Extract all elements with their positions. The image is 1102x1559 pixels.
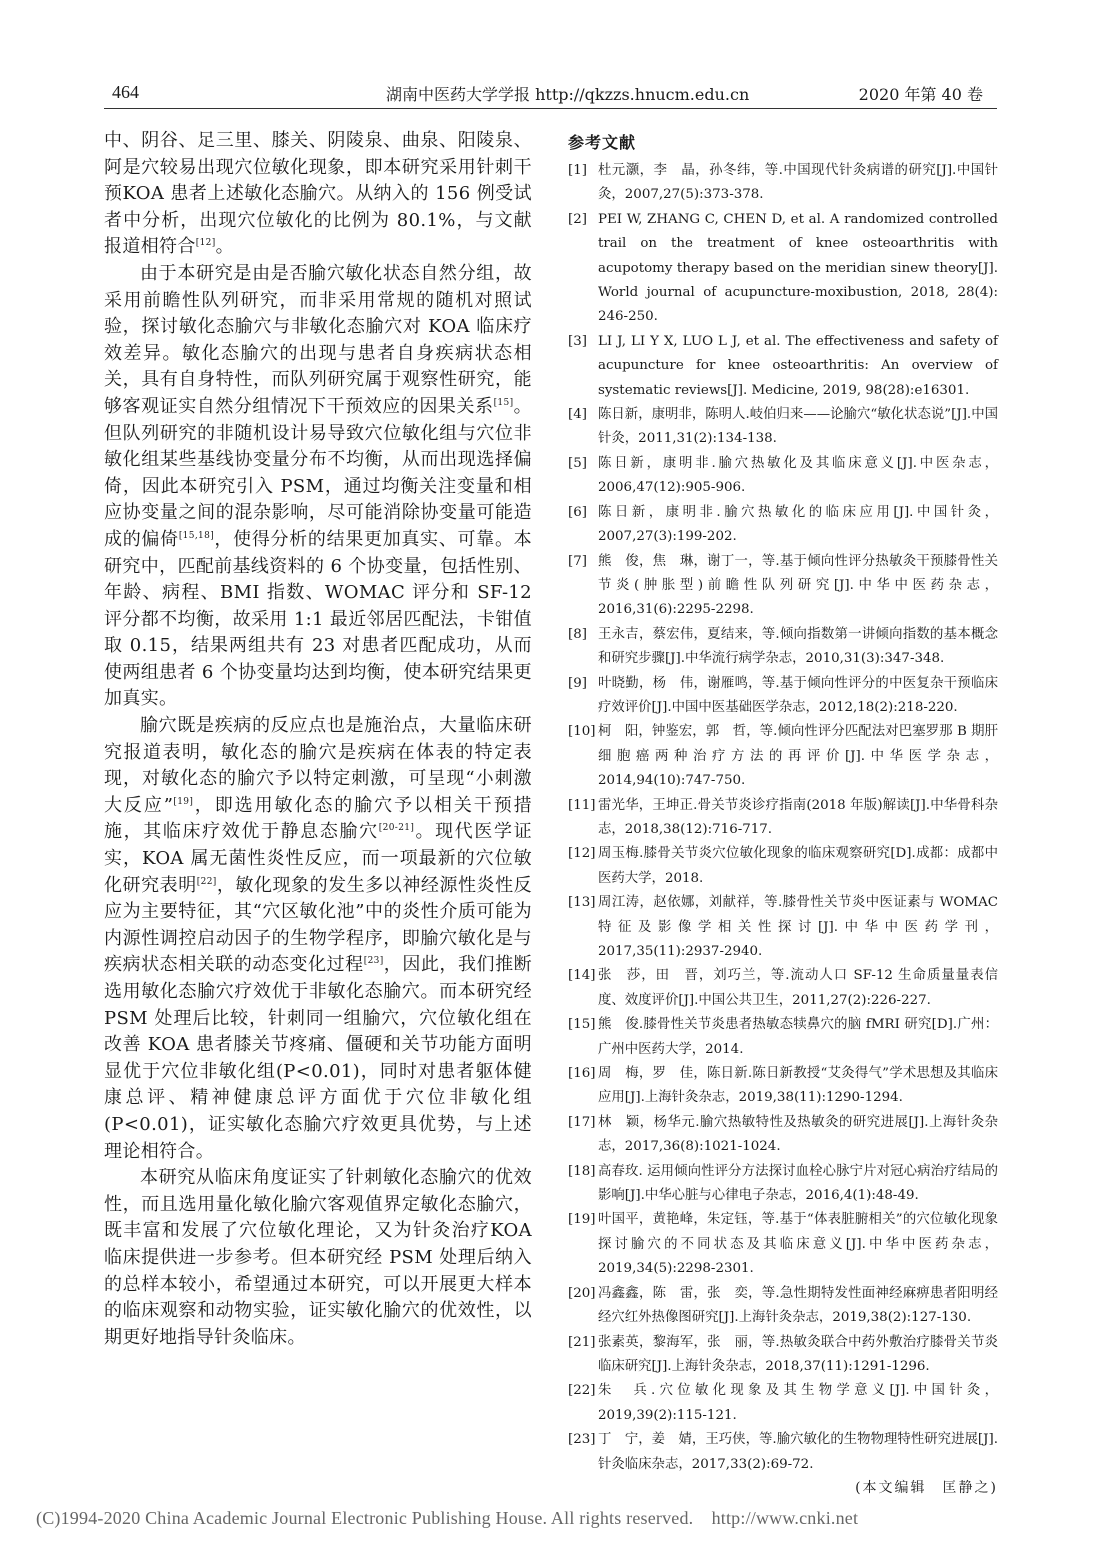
paragraph-1 [104, 128, 532, 261]
reference-text: 熊 俊.膝骨性关节炎患者热敏态犊鼻穴的脑 fMRI 研究[D].广州：广州中医药大学，2014. [598, 1017, 998, 1057]
citation-15-18: [15,18] [178, 530, 215, 541]
reference-number: [5] [568, 455, 587, 471]
reference-item [568, 208, 998, 330]
paragraph-1-text: 中、阴谷、足三里、膝关、阴陵泉、曲泉、阳陵泉、阿是穴较易出现穴位敏化现象，即本研究采用针刺干预KOA 患者上述敏化态腧穴。从纳入的 156 例受试者中分析，出现穴位敏化的比例为 80.1%，与文献报道相符合 [104, 130, 532, 258]
reference-number: [7] [568, 553, 587, 569]
reference-item [568, 330, 998, 403]
reference-text: 朱 兵.穴位敏化现象及其生物学意义[J].中国针灸，2019,39(2):115-121. [598, 1383, 998, 1423]
reference-item [568, 550, 998, 623]
reference-text: 张 莎，田 晋，刘巧兰，等.流动人口 SF-12 生命质量量表信度、效度评价[J].中国公共卫生，2011,27(2):226-227. [598, 968, 998, 1008]
reference-item [568, 1428, 998, 1477]
reference-number: [14] [568, 968, 596, 984]
reference-number: [22] [568, 1383, 596, 1399]
reference-text: PEI W, ZHANG C, CHEN D, et al. A randomized controlled trail on the treatment of knee osteoarthritis with acupotomy therapy based on the meridian sinew theory[J]. World journal of acupuncture-moxibustion, 2018, 28(4): 246-250. [598, 211, 998, 325]
reference-item [568, 672, 998, 721]
reference-item [568, 964, 998, 1013]
copyright-footer: (C)1994-2020 China Academic Journal Electronic Publishing House. All rights reserved. http://www.cnki.net [36, 1508, 859, 1528]
reference-text: 陈日新，康明非，陈明人.岐伯归来——论腧穴“敏化状态说”[J].中国针灸，2011,31(2):134-138. [598, 407, 998, 447]
paragraph-3-tail: ，因此，我们推断选用敏化态腧穴疗效优于非敏化态腧穴。而本研究经 PSM 处理后比较，针刺同一组腧穴，穴位敏化组在改善 KOA 患者膝关节疼痛、僵硬和关节功能方面明显优于穴位非敏化组(P<0.01)，同时对患者躯体健康总评、精神健康总评方面优于穴位非敏化组(P<0.01)，证实敏化态腧穴疗效更具优势，与上述理论相符合。 [104, 954, 532, 1162]
reference-number: [6] [568, 504, 587, 520]
references-column [568, 128, 998, 1496]
paragraph-4-text: 本研究从临床角度证实了针刺敏化态腧穴的优效性，而且选用量化敏化腧穴客观值界定敏化态腧穴，既丰富和发展了穴位敏化理论，又为针灸治疗KOA 临床提供进一步参考。但本研究经 PSM 处理后纳入的总样本较小，希望通过本研究，可以开展更大样本的临床观察和动物实验，证实敏化腧穴的优效性，以期更好地指导针灸临床。 [104, 1167, 532, 1348]
reference-item [568, 720, 998, 793]
reference-item [568, 623, 998, 672]
reference-number: [13] [568, 895, 596, 911]
reference-text: 陈日新，康明非.腧穴热敏化及其临床意义[J].中医杂志，2006,47(12):905-906. [598, 455, 998, 496]
reference-list [568, 159, 998, 1477]
citation-23: [23] [363, 956, 384, 967]
paragraph-3-part-3: 。现代医学证实，KOA 属无菌性炎性反应，而一项最新的穴位敏化研究表明 [104, 821, 532, 896]
citation-12: [12] [195, 238, 216, 249]
paragraph-2-middle: 。但队列研究的非随机设计易导致穴位敏化组与穴位非敏化组某些基线协变量分布不均衡，从而出现选择偏倚，因此本研究引入 PSM，通过均衡关注变量和相应协变量之间的混杂影响，尽可能消除协变量可能造成的偏倚 [104, 395, 532, 550]
citation-20-21: [20-21] [378, 823, 415, 834]
citation-15: [15] [493, 397, 514, 408]
reference-text: 陈日新，康明非.腧穴热敏化的临床应用[J].中国针灸，2007,27(3):199-202. [598, 504, 998, 545]
reference-number: [4] [568, 407, 587, 423]
reference-text: 张素英，黎海军，张 丽，等.热敏灸联合中药外敷治疗膝骨关节炎临床研究[J].上海针灸杂志，2018,37(11):1291-1296. [598, 1334, 998, 1374]
reference-text: 叶国平，黄艳峰，朱定钰，等.基于“体表脏腑相关”的穴位敏化现象探讨腧穴的不同状态及其临床意义[J].中华中医药杂志，2019,34(5):2298-2301. [598, 1212, 998, 1277]
reference-item [568, 452, 998, 501]
reference-item [568, 794, 998, 843]
reference-text: 高春玫. 运用倾向性评分方法探讨血栓心脉宁片对冠心病治疗结局的影响[J].中华心脏与心律电子杂志，2016,4(1):48-49. [598, 1163, 998, 1204]
reference-item [568, 842, 998, 891]
reference-number: [8] [568, 626, 587, 642]
reference-text: 杜元灏，李 晶，孙冬纬，等.中国现代针灸病谱的研究[J].中国针灸，2007,27(5):373-378. [598, 163, 998, 203]
reference-number: [11] [568, 797, 596, 813]
reference-item [568, 1062, 998, 1111]
reference-item [568, 403, 998, 452]
reference-number: [15] [568, 1017, 596, 1033]
reference-item [568, 1013, 998, 1062]
reference-text: 周玉梅.膝骨关节炎穴位敏化现象的临床观察研究[D].成都：成都中医药大学，2018. [598, 846, 998, 886]
editor-credit: (本文编辑 匡静之) [855, 1479, 998, 1496]
page-number: 464 [112, 82, 139, 102]
reference-item [568, 1282, 998, 1331]
reference-number: [1] [568, 163, 587, 178]
paragraph-2 [104, 261, 532, 713]
paragraph-4 [104, 1165, 532, 1351]
year-volume: 2020 年第 40 卷 [858, 85, 983, 104]
reference-text: 熊 俊，焦 琳，谢丁一，等.基于倾向性评分热敏灸干预膝骨性关节炎(肿胀型)前瞻性队列研究[J].中华中医药杂志，2016,31(6):2295-2298. [598, 553, 998, 618]
reference-item [568, 159, 998, 208]
citation-22: [22] [196, 876, 217, 887]
reference-number: [23] [568, 1432, 596, 1448]
paragraph-3-part-4: ，敏化现象的发生多以神经源性炎性反应为主要特征，其“穴区敏化池”中的炎性介质可能为内源性调控启动因子的生物学程序，即腧穴敏化是与疾病状态相关联的动态变化过程 [104, 874, 533, 976]
reference-number: [18] [568, 1163, 596, 1179]
reference-text: 王永吉，蔡宏伟，夏结来，等.倾向指数第一讲倾向指数的基本概念和研究步骤[J].中华流行病学杂志，2010,31(3):347-348. [598, 626, 998, 667]
paragraph-2-tail: ，使得分析的结果更加真实、可靠。本研究中，匹配前基线资料的 6 个协变量，包括性别、年龄、病程、BMI 指数、WOMAC 评分和 SF-12 评分都不均衡，故采用 1:1 最近邻居匹配法，卡钳值取 0.15，结果两组共有 23 对患者匹配成功，从而使两组患者 6 个协变量均达到均衡，使本研究结果更加真实。 [104, 528, 532, 710]
reference-item [568, 891, 998, 964]
running-header [104, 80, 997, 109]
paragraph-1-tail: 。 [215, 236, 234, 258]
reference-number: [9] [568, 675, 587, 691]
reference-text: 柯 阳，钟鉴宏，郭 哲，等.倾向性评分匹配法对巴塞罗那 B 期肝细胞癌两种治疗方法的再评价[J].中华医学杂志，2014,94(10):747-750. [598, 724, 998, 789]
body-text-column [104, 128, 532, 1351]
references-heading: 参考文献 [568, 133, 637, 152]
reference-text: 丁 宁，姜 婧，王巧侠，等.腧穴敏化的生物物理特性研究进展[J].针灸临床杂志，2017,33(2):69-72. [598, 1432, 998, 1472]
reference-text: 周 梅，罗 佳，陈日新.陈日新教授“艾灸得气”学术思想及其临床应用[J].上海针灸杂志，2019,38(11):1290-1294. [598, 1066, 998, 1106]
reference-item [568, 1379, 998, 1428]
reference-item [568, 1111, 998, 1160]
reference-number: [20] [568, 1285, 596, 1301]
reference-number: [3] [568, 333, 587, 349]
paragraph-2-text: 由于本研究是由是否腧穴敏化状态自然分组，故采用前瞻性队列研究，而非采用常规的随机对照试验，探讨敏化态腧穴与非敏化态腧穴对 KOA 临床疗效差异。敏化态腧穴的出现与患者自身疾病状态相关，具有自身特性，而队列研究属于观察性研究，能够客观证实自然分组情况下干预效应的因果关系 [104, 262, 532, 417]
reference-text: 雷光华，王坤正.骨关节炎诊疗指南(2018 年版)解读[J].中华骨科杂志，2018,38(12):716-717. [598, 797, 998, 837]
paragraph-3-part-2: ，即选用敏化态的腧穴予以相关干预措施，其临床疗效优于静息态腧穴 [104, 794, 532, 843]
reference-text: 叶晓勤，杨 伟，谢雁鸣，等.基于倾向性评分的中医复杂干预临床疗效评价[J].中国中医基础医学杂志，2012,18(2):218-220. [598, 675, 998, 715]
citation-19: [19] [173, 796, 194, 807]
reference-item [568, 1208, 998, 1281]
reference-number: [12] [568, 846, 596, 862]
reference-number: [10] [568, 724, 596, 740]
reference-number: [17] [568, 1114, 596, 1130]
reference-number: [2] [568, 211, 587, 227]
journal-name: 湖南中医药大学学报 http://qkzzs.hnucm.edu.cn [386, 85, 750, 104]
reference-number: [16] [568, 1066, 596, 1082]
paragraph-3 [104, 713, 532, 1165]
reference-number: [19] [568, 1212, 596, 1228]
reference-item [568, 1160, 998, 1209]
reference-number: [21] [568, 1334, 596, 1350]
reference-item [568, 501, 998, 550]
reference-text: 周江涛，赵依娜，刘献祥，等.膝骨性关节炎中医证素与 WOMAC 特征及影像学相关性探讨[J].中华中医药学刊，2017,35(11):2937-2940. [598, 895, 998, 959]
reference-item [568, 1331, 998, 1380]
reference-text: LI J, LI Y X, LUO L J, et al. The effectiveness and safety of acupuncture for knee osteoarthritis: An overview of systematic reviews[J]. Medicine, 2019, 98(28):e16301. [598, 333, 998, 398]
reference-text: 冯鑫鑫，陈 雷，张 奕，等.急性期特发性面神经麻痹患者阳明经经穴红外热像图研究[J].上海针灸杂志，2019,38(2):127-130. [598, 1285, 998, 1326]
reference-text: 林 颖，杨华元.腧穴热敏特性及热敏灸的研究进展[J].上海针灸杂志，2017,36(8):1021-1024. [598, 1114, 998, 1155]
paragraph-3-text: 腧穴既是疾病的反应点也是施治点，大量临床研究报道表明，敏化态的腧穴是疾病在体表的特定表现，对敏化态的腧穴予以特定刺激，可呈现“小刺激大反应” [104, 715, 532, 816]
